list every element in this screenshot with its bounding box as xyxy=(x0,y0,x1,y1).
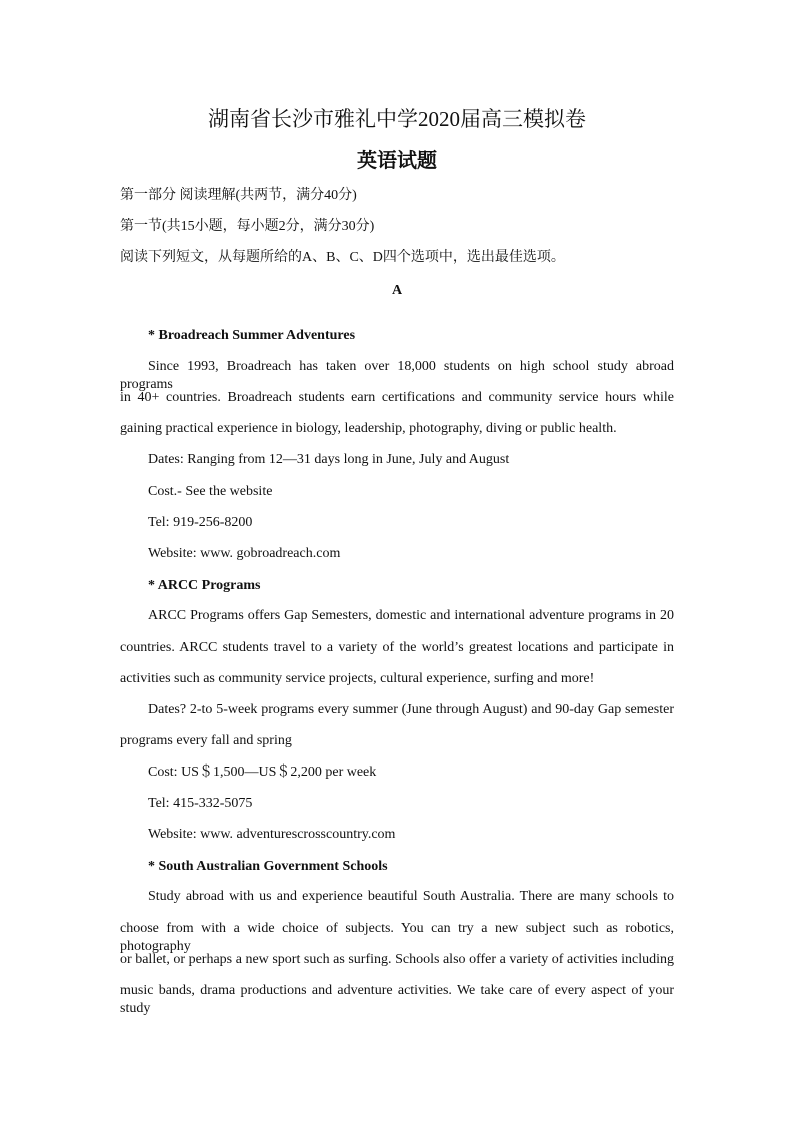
program-paragraph-line: activities such as community service projects, cultural experience, surfing and more! xyxy=(120,671,595,686)
program-website: Website: www. gobroadreach.com xyxy=(148,546,341,561)
program-paragraph-line: ARCC Programs offers Gap Semesters, domestic and international adventure programs in 20 xyxy=(148,608,674,623)
section-heading: 第一节(共15小题，每小题2分，满分30分) xyxy=(120,219,375,234)
passage-label: A xyxy=(391,283,403,298)
program-dates: Dates? 2-to 5-week programs every summer (June through August) and 90-day Gap semester xyxy=(148,702,674,717)
program-paragraph-line: or ballet, or perhaps a new sport such as surfing. Schools also offer a variety of activities including xyxy=(120,952,674,967)
program-paragraph-line: gaining practical experience in biology, leadership, photography, diving or public health. xyxy=(120,421,617,436)
program-paragraph-line: choose from with a wide choice of subjects. You can try a new subject such as robotics, photography xyxy=(120,921,674,954)
program-paragraph-line: in 40+ countries. Broadreach students earn certifications and community service hours while xyxy=(120,390,674,405)
instruction-text: 阅读下列短文，从每题所给的A、B、C、D四个选项中，选出最佳选项。 xyxy=(120,250,565,265)
program-paragraph-line: Since 1993, Broadreach has taken over 18,000 students on high school study abroad programs xyxy=(120,359,674,392)
program-paragraph-line: music bands, drama productions and adventure activities. We take care of every aspect of your study xyxy=(120,983,674,1016)
program-heading: * Broadreach Summer Adventures xyxy=(148,328,356,343)
program-heading: * ARCC Programs xyxy=(148,578,261,593)
program-tel: Tel: 415-332-5075 xyxy=(148,796,253,811)
page-subtitle: 英语试题 xyxy=(357,150,437,172)
program-cost: Cost: US＄1,500—US＄2,200 per week xyxy=(148,765,377,780)
part-heading: 第一部分 阅读理解(共两节，满分40分) xyxy=(120,188,357,203)
program-paragraph-line: Study abroad with us and experience beautiful South Australia. There are many schools to xyxy=(148,889,674,904)
program-dates: programs every fall and spring xyxy=(120,733,292,748)
program-cost: Cost.- See the website xyxy=(148,484,273,499)
program-paragraph-line: countries. ARCC students travel to a variety of the world’s greatest locations and participate in xyxy=(120,640,674,655)
program-dates: Dates: Ranging from 12—31 days long in June, July and August xyxy=(148,452,510,467)
program-tel: Tel: 919-256-8200 xyxy=(148,515,253,530)
program-website: Website: www. adventurescrosscountry.com xyxy=(148,827,396,842)
page-title: 湖南省长沙市雅礼中学2020届高三模拟卷 xyxy=(208,107,586,131)
program-heading: * South Australian Government Schools xyxy=(148,859,388,874)
